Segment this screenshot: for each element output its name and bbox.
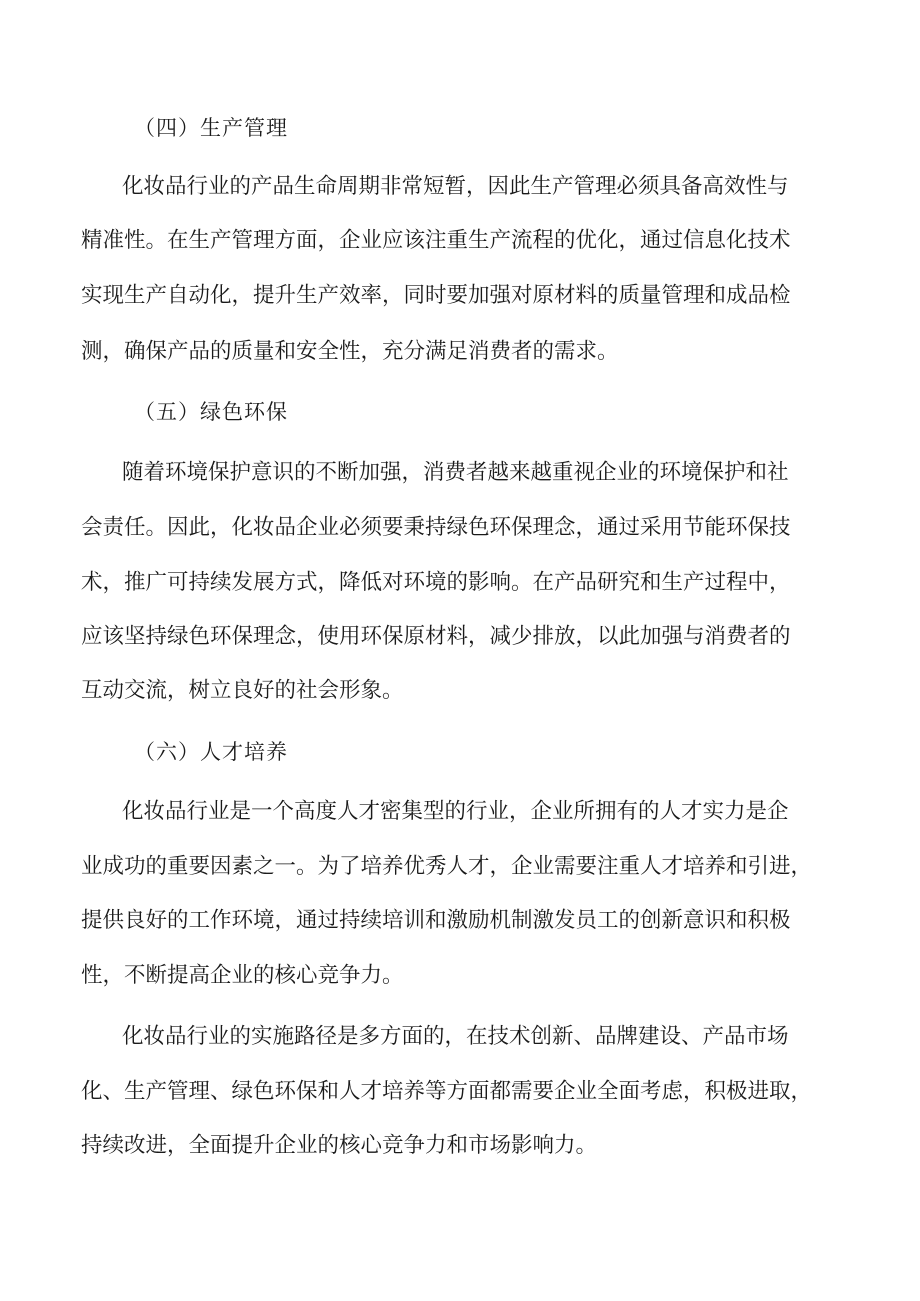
paragraph-line: 化、生产管理、绿色环保和人才培养等方面都需要企业全面考虑，积极进取，: [81, 1079, 813, 1104]
section-heading-talent-cultivation: （六）人才培养: [134, 740, 288, 764]
paragraph-line: 化妆品行业是一个高度人才密集型的行业，企业所拥有的人才实力是企: [122, 799, 789, 824]
paragraph-line: 业成功的重要因素之一。为了培养优秀人才，企业需要注重人才培养和引进，: [81, 854, 813, 879]
paragraph-line: 互动交流，树立良好的社会形象。: [81, 678, 404, 703]
paragraph-line: 提供良好的工作环境，通过持续培训和激励机制激发员工的创新意识和积极: [81, 908, 791, 933]
paragraph-line: 测，确保产品的质量和安全性，充分满足消费者的需求。: [81, 339, 619, 364]
paragraph-line: 实现生产自动化，提升生产效率，同时要加强对原材料的质量管理和成品检: [81, 283, 791, 308]
paragraph-line: 持续改进，全面提升企业的核心竞争力和市场影响力。: [81, 1133, 598, 1158]
paragraph-line: 术，推广可持续发展方式，降低对环境的影响。在产品研究和生产过程中，: [81, 570, 791, 595]
paragraph-line: 随着环境保护意识的不断加强，消费者越来越重视企业的环境保护和社: [122, 460, 789, 485]
paragraph-line: 化妆品行业的实施路径是多方面的，在技术创新、品牌建设、产品市场: [122, 1024, 789, 1049]
paragraph-line: 应该坚持绿色环保理念，使用环保原材料，减少排放，以此加强与消费者的: [81, 624, 791, 649]
section-heading-green-environment: （五）绿色环保: [134, 400, 288, 424]
section-heading-production-management: （四）生产管理: [134, 116, 288, 140]
paragraph-line: 性，不断提高企业的核心竞争力。: [81, 963, 404, 988]
paragraph-line: 化妆品行业的产品生命周期非常短暂，因此生产管理必须具备高效性与: [122, 174, 789, 199]
paragraph-line: 精准性。在生产管理方面，企业应该注重生产流程的优化，通过信息化技术: [81, 228, 791, 253]
paragraph-line: 会责任。因此，化妆品企业必须要秉持绿色环保理念，通过采用节能环保技: [81, 515, 791, 540]
